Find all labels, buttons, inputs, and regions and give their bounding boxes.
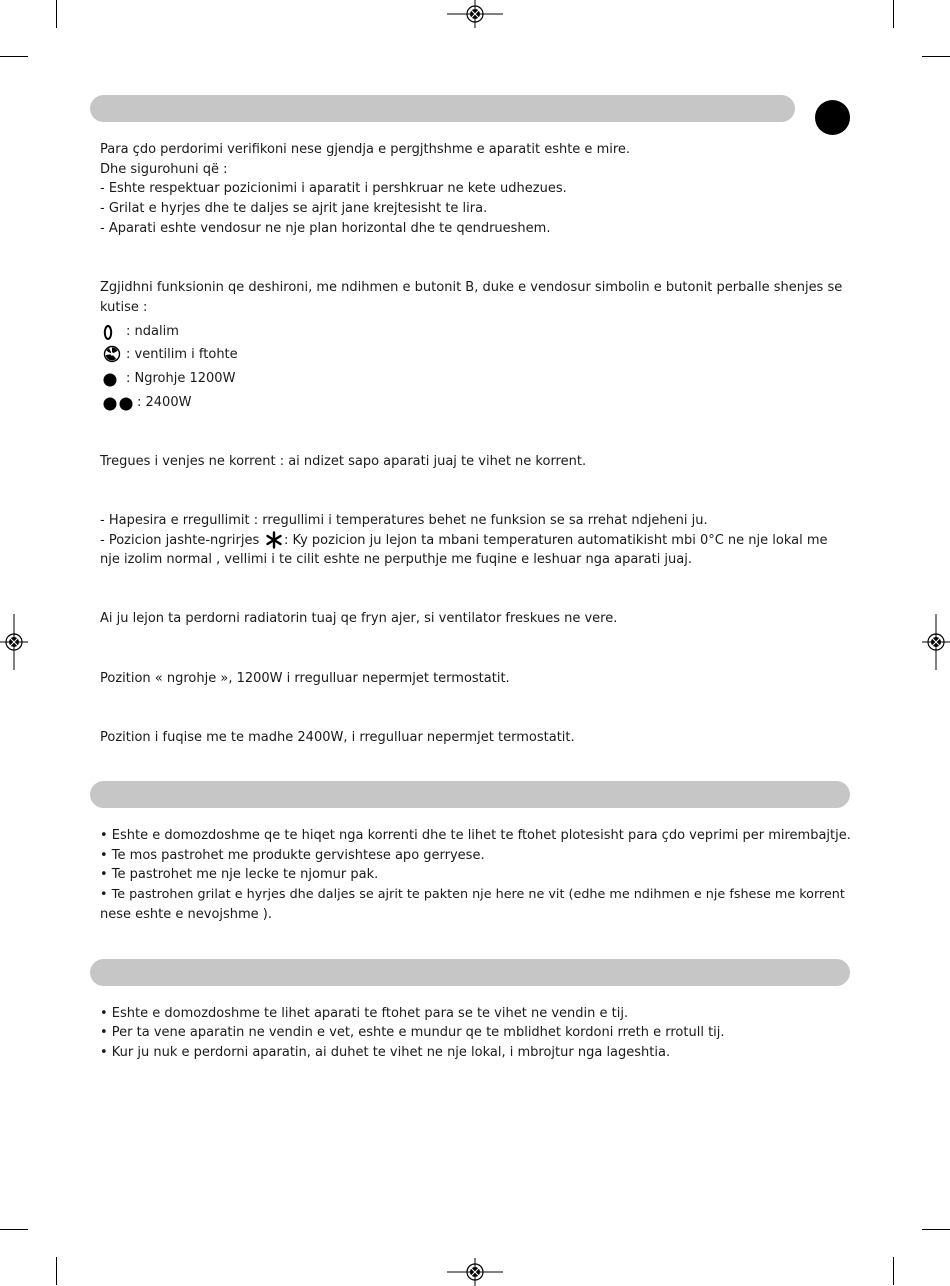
storage-line: • Eshte e domozdoshme te lihet aparati te ftohet para se te vihet ne vendin e tij.: [100, 1006, 629, 1021]
verification-line: - Grilat e hyrjes dhe te daljes se ajrit jane krejtesisht te lira.: [100, 201, 488, 216]
crop-mark: [922, 56, 950, 57]
fan-mode-text: Ai ju lejon ta perdorni radiatorin tuaj qe fryn ajer, si ventilator freskues ne vere.: [100, 611, 618, 626]
double-dot-icon: [103, 396, 135, 412]
registration-mark-icon: [922, 614, 950, 670]
storage-line: • Kur ju nuk e perdorni aparatin, ai duhet te vihet ne nje lokal, i mbrojtur nga lageshtia.: [100, 1045, 671, 1060]
thermostat-line: - Hapesira e rregullimit : rregullimi i temperatures behet ne funksion se sa rrehat ndjeheni ju.: [100, 513, 708, 528]
registration-mark-icon: [447, 1258, 503, 1286]
crop-mark: [893, 1257, 894, 1285]
fan-icon: [103, 345, 121, 363]
option-label-cool-fan: : ventilim i ftohte: [126, 347, 238, 362]
thermostat-line: nje izolim normal , vellimi i te cilit eshte ne perputhje me fuqine e leshuar nga aparati juaj.: [100, 552, 692, 567]
verification-line: Dhe sigurohuni që :: [100, 162, 228, 177]
heat-1200-text: Pozition « ngrohje », 1200W i rregulluar nepermjet termostatit.: [100, 671, 510, 686]
option-label-heat-1200: : Ngrohje 1200W: [126, 371, 236, 386]
crop-mark: [0, 1229, 28, 1230]
zero-symbol-icon: [103, 324, 115, 341]
crop-mark: [56, 0, 57, 28]
maintenance-line: • Te pastrohen grilat e hyrjes dhe daljes se ajrit te pakten nje here ne vit (edhe me ndihmen e nje fshese me korrent: [100, 887, 845, 902]
registration-mark-icon: [0, 614, 28, 670]
crop-mark: [922, 1229, 950, 1230]
power-indicator-text: Tregues i venjes ne korrent : ai ndizet sapo aparati juaj te vihet ne korrent.: [100, 454, 587, 469]
function-intro: kutise :: [100, 300, 148, 315]
verification-line: Para çdo perdorimi verifikoni nese gjendja e pergjthshme e aparatit eshte e mire.: [100, 142, 631, 157]
maintenance-line: • Te mos pastrohet me produkte gervishtese apo gerryese.: [100, 848, 485, 863]
snowflake-icon: [265, 531, 283, 549]
thermostat-line-frost-desc: : Ky pozicion ju lejon ta mbani temperaturen automatikisht mbi 0°C ne nje lokal me: [284, 533, 828, 548]
heat-2400-text: Pozition i fuqise me te madhe 2400W, i rregulluar nepermjet termostatit.: [100, 730, 575, 745]
verification-line: - Aparati eshte vendosur ne nje plan horizontal dhe te qendrueshem.: [100, 221, 551, 236]
single-dot-icon: [103, 372, 119, 388]
maintenance-line: nese eshte e nevojshme ).: [100, 907, 273, 922]
thermostat-line-frost-label: - Pozicion jashte-ngrirjes: [100, 533, 260, 548]
maintenance-line: • Te pastrohet me nje lecke te njomur pak.: [100, 867, 379, 882]
function-intro: Zgjidhni funksionin qe deshironi, me ndihmen e butonit B, duke e vendosur simbolin e butonit perballe shenjes se: [100, 280, 843, 295]
option-label-heat-2400: : 2400W: [137, 395, 192, 410]
section-header-bar: [90, 959, 850, 986]
verification-line: - Eshte respektuar pozicionimi i aparatit i pershkruar ne kete udhezues.: [100, 181, 567, 196]
maintenance-line: • Eshte e domozdoshme qe te hiqet nga korrenti dhe te lihet te ftohet plotesisht para çdo veprimi per mirembajtje.: [100, 828, 851, 843]
storage-line: • Per ta vene aparatin ne vendin e vet, eshte e mundur qe te mblidhet kordoni rreth e rrotull tij.: [100, 1025, 725, 1040]
crop-mark: [893, 0, 894, 28]
crop-mark: [56, 1257, 57, 1285]
option-label-stop: : ndalim: [126, 324, 179, 339]
page-marker-dot-icon: [815, 100, 850, 135]
section-header-bar: [90, 95, 795, 122]
crop-mark: [0, 56, 28, 57]
section-header-bar: [90, 781, 850, 808]
registration-mark-icon: [447, 0, 503, 28]
